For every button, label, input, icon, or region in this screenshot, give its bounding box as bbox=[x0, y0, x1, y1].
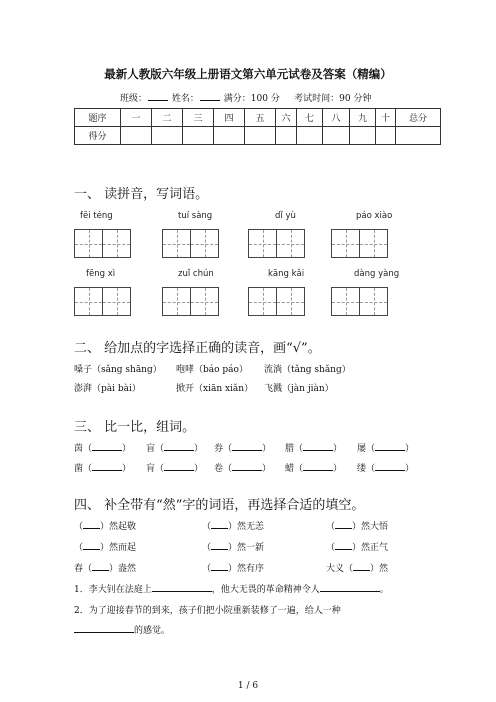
table-cell: 八 bbox=[323, 109, 350, 127]
answer-blank[interactable] bbox=[375, 441, 405, 451]
score-cell[interactable] bbox=[350, 127, 376, 145]
question-text: 。 bbox=[379, 585, 389, 595]
score-cell[interactable] bbox=[396, 127, 441, 145]
reading-choice[interactable]: 咆哮（báo páo） bbox=[176, 365, 248, 375]
reading-choice[interactable]: 嗓子（sǎng shāng） bbox=[74, 365, 162, 375]
word-char: 缕（ bbox=[357, 464, 376, 474]
score-cell[interactable] bbox=[323, 127, 350, 145]
answer-blank[interactable] bbox=[74, 623, 134, 633]
word-item bbox=[357, 441, 414, 454]
idiom-text: ）然有序 bbox=[228, 564, 265, 574]
word-item bbox=[146, 461, 203, 474]
idiom-text: ）然正气 bbox=[352, 543, 389, 553]
table-cell: 三 bbox=[183, 109, 214, 127]
idiom-item bbox=[74, 519, 136, 532]
word-char: 肓（ bbox=[146, 464, 165, 474]
question-1 bbox=[74, 582, 389, 595]
idiom-item bbox=[326, 561, 388, 574]
score-cell[interactable] bbox=[276, 127, 297, 145]
paren: （ bbox=[326, 522, 336, 532]
word-char: 屡（ bbox=[357, 444, 376, 454]
table-cell: 四 bbox=[214, 109, 245, 127]
paren: 春（ bbox=[74, 564, 93, 574]
word-item bbox=[146, 441, 203, 454]
score-table bbox=[74, 108, 441, 145]
score-table-score-row bbox=[75, 127, 441, 145]
pinyin-label: zuǐ chún bbox=[178, 269, 214, 279]
writing-grid[interactable] bbox=[162, 287, 219, 316]
answer-blank[interactable] bbox=[211, 561, 228, 571]
paren: ） bbox=[122, 444, 132, 454]
answer-blank[interactable] bbox=[83, 540, 100, 550]
reading-choice[interactable]: 流淌（tǎng shǎng） bbox=[264, 365, 351, 375]
table-cell: 五 bbox=[245, 109, 276, 127]
question-2-continued bbox=[74, 623, 170, 636]
word-item bbox=[74, 461, 131, 474]
paren: （ bbox=[326, 543, 336, 553]
section4-heading: 四、 补全带有“然”字的词语，再选择合适的填空。 bbox=[74, 498, 365, 513]
table-cell: 题序 bbox=[75, 109, 121, 127]
table-cell: 七 bbox=[297, 109, 323, 127]
answer-blank[interactable] bbox=[232, 441, 262, 451]
section1-heading: 一、 读拼音，写词语。 bbox=[74, 187, 209, 202]
table-cell: 六 bbox=[276, 109, 297, 127]
word-item bbox=[357, 461, 414, 474]
section3-heading: 三、 比一比，组词。 bbox=[74, 420, 196, 435]
idiom-text: ）然 bbox=[370, 564, 389, 574]
answer-blank[interactable] bbox=[164, 441, 194, 451]
word-char: 盲（ bbox=[146, 444, 165, 454]
word-char: 蜡（ bbox=[285, 464, 304, 474]
paren: ） bbox=[333, 464, 343, 474]
table-cell: 九 bbox=[350, 109, 376, 127]
paren: ） bbox=[405, 444, 415, 454]
score-cell[interactable] bbox=[214, 127, 245, 145]
answer-blank[interactable] bbox=[320, 582, 380, 592]
score-cell[interactable] bbox=[121, 127, 152, 145]
pinyin-label: páo xiào bbox=[356, 211, 393, 221]
score-cell[interactable] bbox=[297, 127, 323, 145]
question-2: 2．为了迎接春节的到来，孩子们把小院重新装修了一遍，给人一种 bbox=[74, 606, 341, 616]
page-title: 最新人教版六年级上册语文第六单元试卷及答案（精编） bbox=[104, 67, 392, 81]
question-text: 的感觉。 bbox=[134, 626, 171, 636]
paren: （ bbox=[74, 522, 84, 532]
reading-choice[interactable]: 掀开（xiān xiǎn） bbox=[176, 384, 254, 394]
idiom-text: ）然一新 bbox=[228, 543, 265, 553]
idiom-text: ）然而起 bbox=[100, 543, 137, 553]
answer-blank[interactable] bbox=[232, 461, 262, 471]
class-blank bbox=[148, 91, 168, 101]
idiom-item bbox=[202, 561, 264, 574]
answer-blank[interactable] bbox=[375, 461, 405, 471]
answer-blank[interactable] bbox=[353, 561, 370, 571]
table-cell: 二 bbox=[152, 109, 183, 127]
answer-blank[interactable] bbox=[83, 519, 100, 529]
paren: （ bbox=[74, 543, 84, 553]
class-label: 班级： bbox=[120, 94, 148, 104]
score-cell[interactable] bbox=[152, 127, 183, 145]
table-cell: 一 bbox=[121, 109, 152, 127]
pinyin-label: fēi téng bbox=[80, 211, 113, 221]
word-item bbox=[74, 441, 131, 454]
answer-blank[interactable] bbox=[92, 441, 122, 451]
pinyin-label: dàng yàng bbox=[354, 269, 400, 279]
writing-grid[interactable] bbox=[74, 229, 131, 258]
page-number: 1 / 6 bbox=[237, 681, 259, 691]
answer-blank[interactable] bbox=[92, 561, 109, 571]
word-char: 菌（ bbox=[74, 464, 93, 474]
answer-blank[interactable] bbox=[335, 540, 352, 550]
score-cell[interactable] bbox=[183, 127, 214, 145]
word-char: 茵（ bbox=[74, 444, 93, 454]
table-cell: 十 bbox=[376, 109, 396, 127]
paren: 大义（ bbox=[326, 564, 354, 574]
writing-grid[interactable] bbox=[331, 229, 388, 258]
word-char: 腊（ bbox=[285, 444, 304, 454]
idiom-text: ）然大悟 bbox=[352, 522, 389, 532]
paren: （ bbox=[202, 522, 212, 532]
reading-choice[interactable]: 澎湃（pài bài） bbox=[74, 384, 141, 394]
paren: ） bbox=[194, 444, 204, 454]
pinyin-label: fēng xì bbox=[86, 269, 116, 279]
word-char: 卷（ bbox=[214, 464, 233, 474]
answer-blank[interactable] bbox=[303, 441, 333, 451]
writing-grid[interactable] bbox=[74, 287, 131, 316]
idiom-item bbox=[74, 561, 136, 574]
answer-blank[interactable] bbox=[303, 461, 333, 471]
question-text: ，他大无畏的革命精神令人 bbox=[211, 585, 320, 595]
word-item bbox=[214, 441, 271, 454]
pinyin-label: dǐ yù bbox=[275, 211, 296, 221]
word-item bbox=[285, 441, 342, 454]
paren: ） bbox=[262, 464, 272, 474]
paren: ） bbox=[194, 464, 204, 474]
name-blank bbox=[200, 91, 220, 101]
idiom-text: ）然起敬 bbox=[100, 522, 137, 532]
answer-blank[interactable] bbox=[211, 540, 228, 550]
name-label: 姓名： bbox=[171, 94, 199, 104]
word-item bbox=[214, 461, 271, 474]
question-text: 1．李大钊在法庭上 bbox=[74, 585, 152, 595]
paren: ） bbox=[405, 464, 415, 474]
paren: （ bbox=[202, 543, 212, 553]
idiom-text: ）然无恙 bbox=[228, 522, 265, 532]
pinyin-label: kāng kǎi bbox=[268, 269, 305, 279]
score-table-header-row bbox=[75, 109, 441, 127]
paren: ） bbox=[333, 444, 343, 454]
idiom-text: ）盎然 bbox=[109, 564, 137, 574]
answer-blank[interactable] bbox=[164, 461, 194, 471]
paren: ） bbox=[262, 444, 272, 454]
idiom-item bbox=[326, 519, 388, 532]
score-label: 满分：100 分 bbox=[223, 94, 280, 104]
answer-blank[interactable] bbox=[152, 582, 212, 592]
word-item bbox=[285, 461, 342, 474]
exam-info bbox=[120, 91, 371, 104]
table-cell: 总分 bbox=[396, 109, 441, 127]
idiom-item bbox=[202, 540, 264, 553]
answer-blank[interactable] bbox=[92, 461, 122, 471]
section2-heading: 二、 给加点的字选择正确的读音，画“√”。 bbox=[74, 341, 321, 356]
writing-grid[interactable] bbox=[331, 287, 388, 316]
answer-blank[interactable] bbox=[211, 519, 228, 529]
table-cell: 得分 bbox=[75, 127, 121, 145]
idiom-item bbox=[74, 540, 136, 553]
paren: ） bbox=[122, 464, 132, 474]
time-label: 考试时间：90 分钟 bbox=[294, 94, 372, 104]
score-cell[interactable] bbox=[376, 127, 396, 145]
answer-blank[interactable] bbox=[335, 519, 352, 529]
reading-choice[interactable]: 飞溅（jàn jiàn） bbox=[264, 384, 334, 394]
pinyin-label: tuí sàng bbox=[178, 211, 213, 221]
paren: （ bbox=[202, 564, 212, 574]
idiom-item bbox=[202, 519, 264, 532]
word-char: 券（ bbox=[214, 444, 233, 454]
score-cell[interactable] bbox=[245, 127, 276, 145]
writing-grid[interactable] bbox=[248, 287, 305, 316]
idiom-item bbox=[326, 540, 388, 553]
writing-grid[interactable] bbox=[248, 229, 305, 258]
writing-grid[interactable] bbox=[162, 229, 219, 258]
